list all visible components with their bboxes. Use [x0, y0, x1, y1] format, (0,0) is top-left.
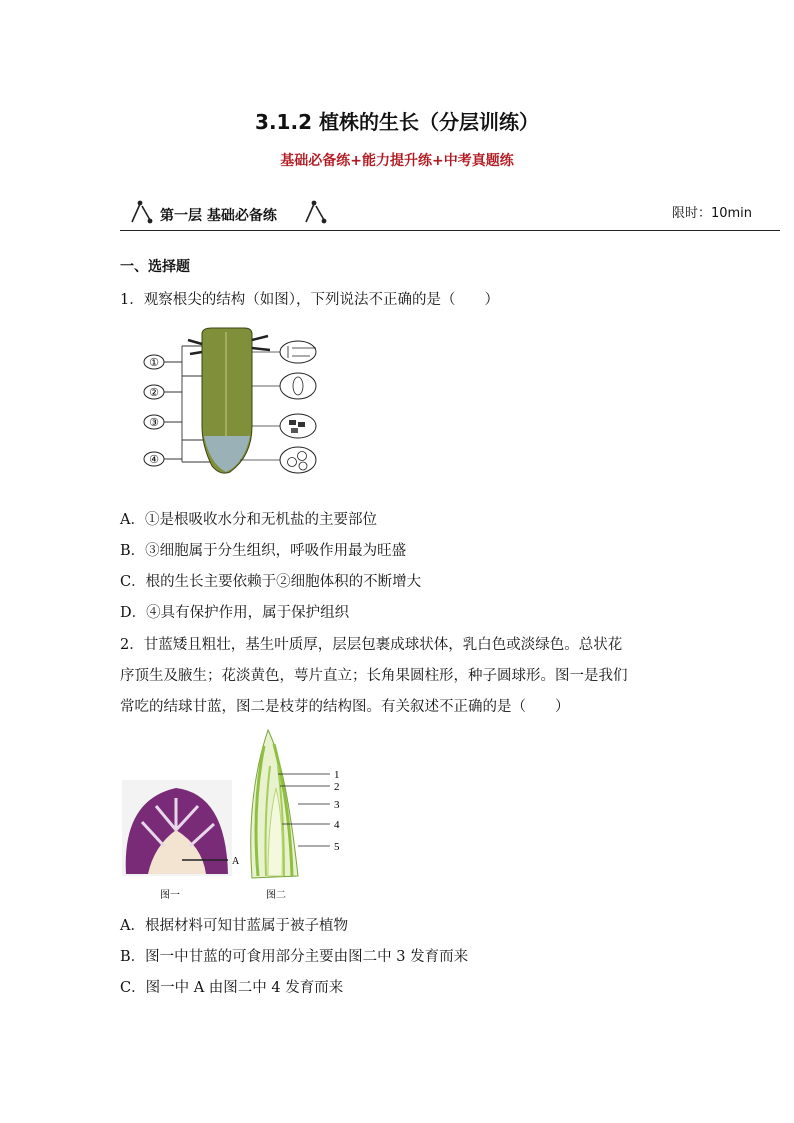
figure-1-caption: 图一 — [160, 890, 180, 901]
bud-label-1: 1 — [334, 769, 340, 781]
page-title: 3.1.2 植株的生长（分层训练） — [255, 110, 539, 134]
bud-label-3: 3 — [334, 799, 340, 811]
figure-2-caption: 图二 — [266, 890, 286, 901]
section-left-ornament-icon — [128, 198, 158, 226]
root-label-1 — [144, 355, 164, 369]
question-2-stem-line-3: 常吃的结球甘蓝，图二是枝芽的结构图。有关叙述不正确的是（ ） — [120, 699, 570, 715]
question-2-option-a[interactable]: A．根据材料可知甘蓝属于被子植物 — [120, 918, 348, 934]
svg-text:②: ② — [149, 387, 159, 399]
bud-label-2: 2 — [334, 781, 340, 793]
svg-text:③: ③ — [149, 417, 159, 429]
page-subtitle: 基础必备练+能力提升练+中考真题练 — [280, 153, 514, 169]
bud-label-5: 5 — [334, 841, 340, 853]
question-2-option-c[interactable]: C．图一中 A 由图二中 4 发育而来 — [120, 980, 344, 996]
question-2-stem-line-2: 序顶生及腋生；花淡黄色，萼片直立；长角果圆柱形，种子圆球形。图一是我们 — [120, 668, 628, 684]
root-label-4 — [144, 452, 164, 466]
question-1-option-a[interactable]: A．①是根吸收水分和无机盐的主要部位 — [120, 512, 377, 528]
question-1-option-d[interactable]: D．④具有保护作用，属于保护组织 — [120, 605, 350, 621]
question-2-option-b[interactable]: B．图一中甘蓝的可食用部分主要由图二中 3 发育而来 — [120, 949, 469, 965]
section-label: 第一层 基础必备练 — [160, 208, 277, 224]
cabbage-image — [122, 780, 232, 876]
root-label-2 — [144, 385, 164, 399]
time-limit: 限时：10min — [671, 206, 752, 221]
cabbage-bud-figure — [118, 726, 358, 906]
bud-image — [251, 730, 298, 878]
question-1-option-c[interactable]: C．根的生长主要依赖于②细胞体积的不断增大 — [120, 574, 422, 590]
question-2-stem-line-1: 2．甘蓝矮且粗壮，基生叶质厚，层层包裹成球状体，乳白色或淡绿色。总状花 — [120, 637, 623, 653]
cabbage-marker-a: A — [232, 856, 240, 867]
root-label-3 — [144, 415, 164, 429]
svg-text:①: ① — [149, 357, 159, 369]
svg-text:④: ④ — [149, 454, 159, 466]
root-tip-figure — [140, 326, 330, 486]
part-heading: 一、选择题 — [120, 259, 190, 275]
bud-label-4: 4 — [334, 819, 340, 831]
section-right-ornament-icon — [302, 198, 332, 226]
question-1-stem: 1．观察根尖的结构（如图），下列说法不正确的是（ ） — [120, 292, 499, 308]
question-1-option-b[interactable]: B．③细胞属于分生组织，呼吸作用最为旺盛 — [120, 543, 407, 559]
